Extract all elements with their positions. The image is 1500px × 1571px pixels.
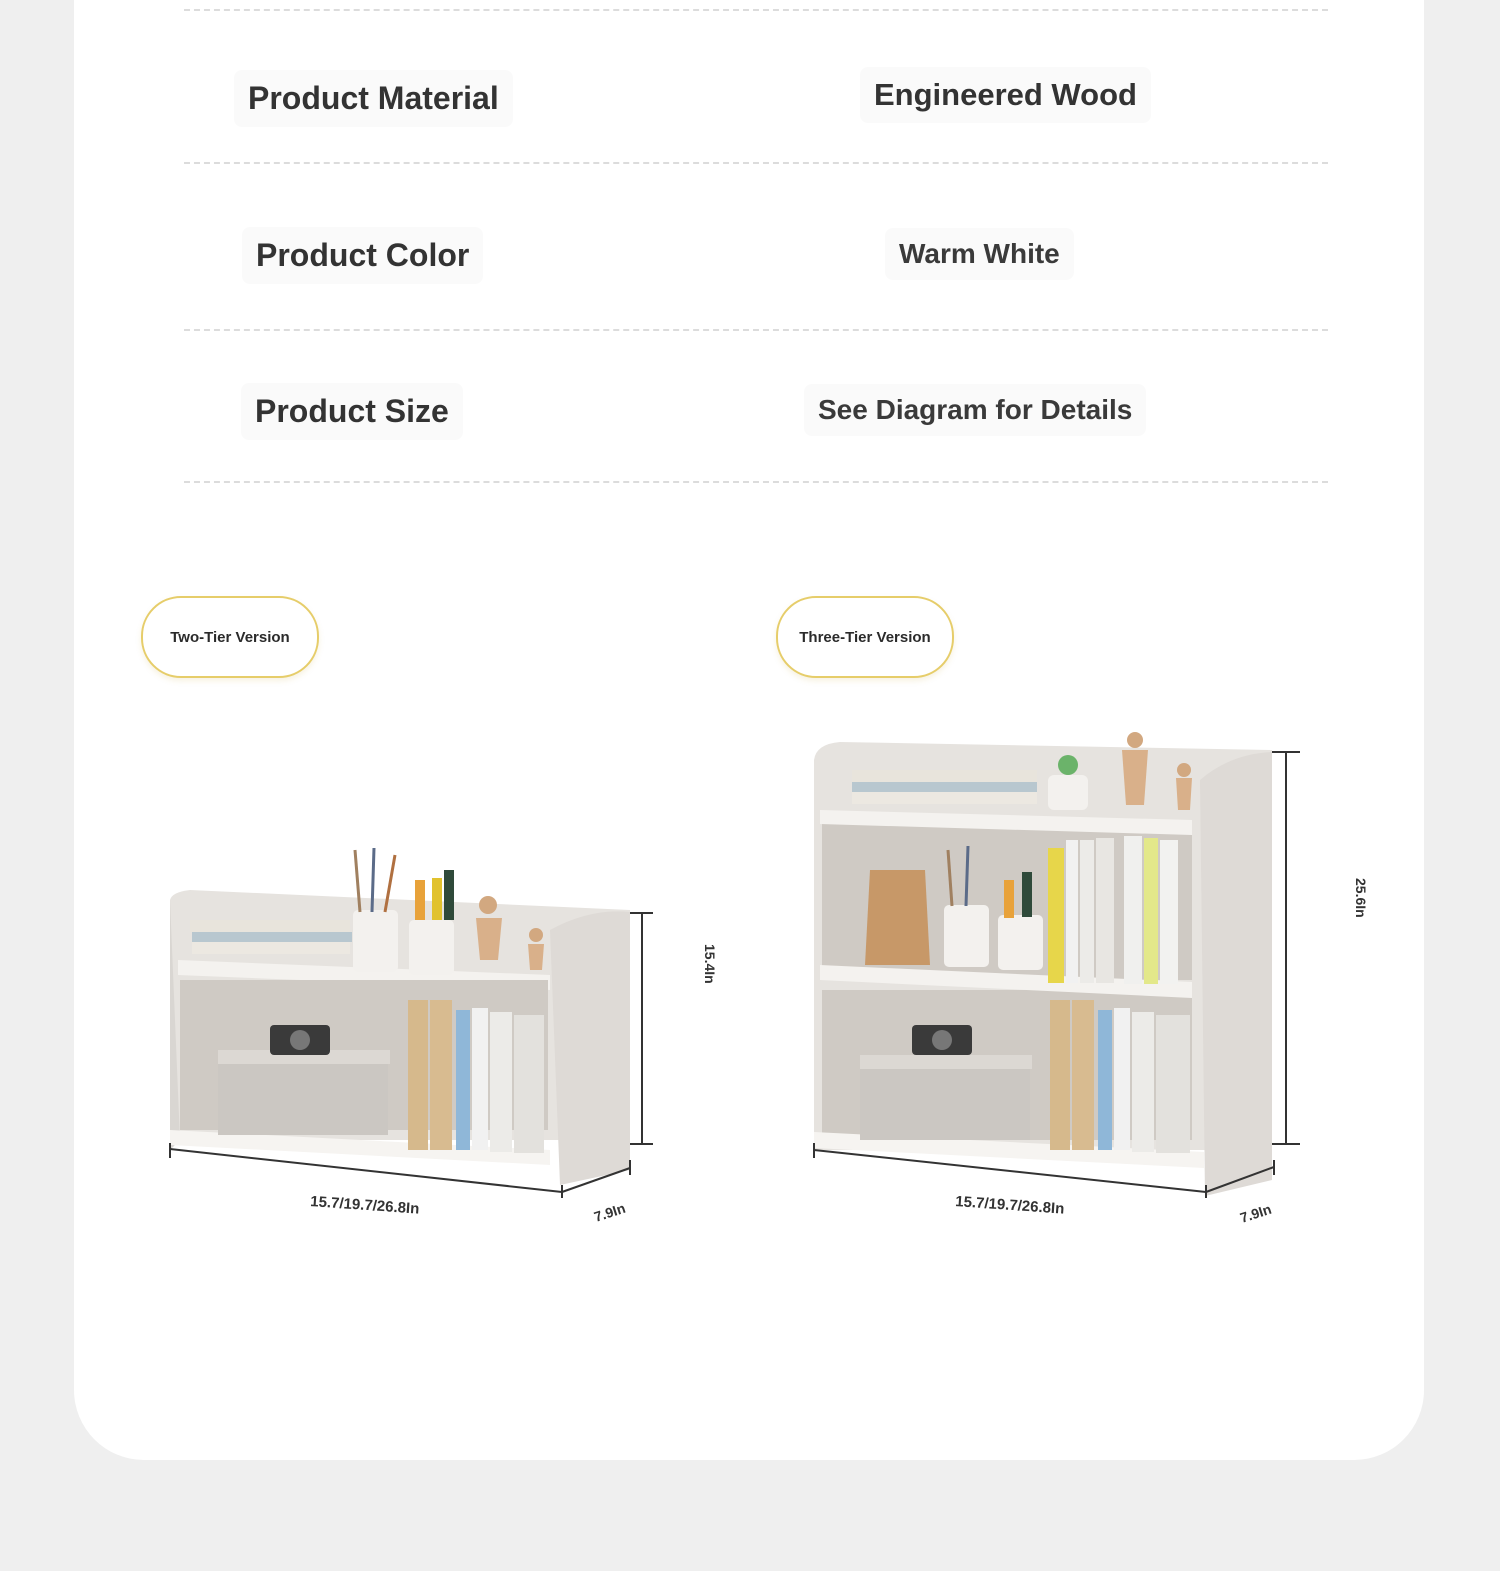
spec-value-material: Engineered Wood [860, 67, 1151, 123]
three-tier-shelf-image [800, 720, 1400, 1240]
depth-dimension-label: 7.9In [1237, 1200, 1274, 1226]
divider [184, 481, 1328, 483]
spec-label-material: Product Material [234, 70, 513, 127]
version-badge-label: Three-Tier Version [799, 628, 931, 646]
depth-dimension-label: 7.9In [591, 1199, 628, 1225]
divider [184, 9, 1328, 11]
divider [184, 162, 1328, 164]
version-badge-label: Two-Tier Version [170, 628, 290, 646]
height-dimension-label: 25.6In [1353, 878, 1369, 918]
width-dimension-label: 15.7/19.7/26.8In [954, 1193, 1065, 1218]
divider [184, 329, 1328, 331]
spec-label-size: Product Size [241, 383, 463, 440]
version-badge-three-tier [776, 596, 954, 678]
two-tier-shelf-image [150, 840, 740, 1240]
height-dimension-label: 15.4In [702, 944, 718, 984]
spec-label-color: Product Color [242, 227, 483, 284]
version-badge-two-tier [141, 596, 319, 678]
spec-value-size: See Diagram for Details [804, 384, 1146, 436]
width-dimension-label: 15.7/19.7/26.8In [309, 1193, 420, 1218]
spec-value-color: Warm White [885, 228, 1074, 280]
